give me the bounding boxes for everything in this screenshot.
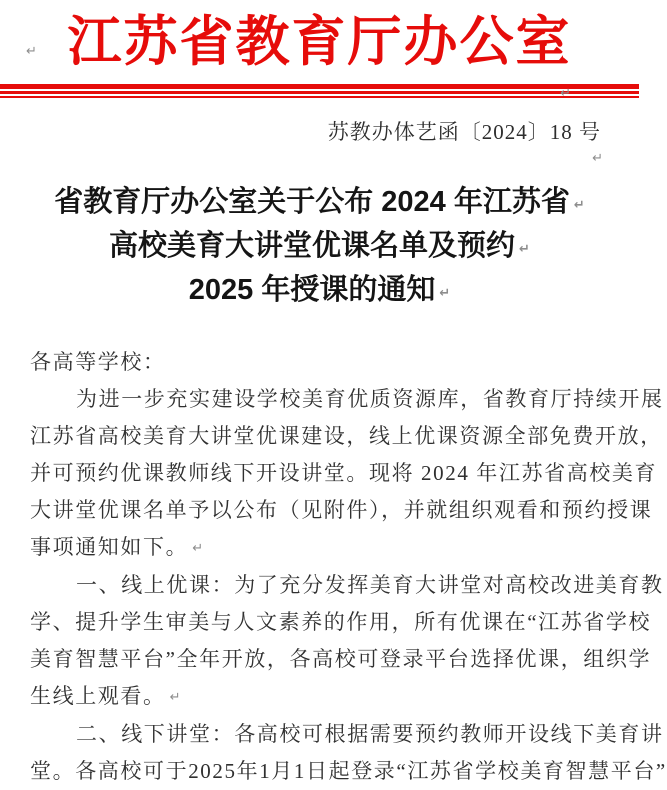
document-number: 苏教办体艺函〔2024〕18 号	[327, 120, 601, 144]
empty-paragraph-row	[0, 146, 639, 172]
letterhead-title: 江苏省教育厅办公室	[67, 12, 572, 72]
body-text: 生线上观看。	[30, 684, 166, 708]
body-line	[30, 418, 663, 455]
divider-line-thick	[0, 84, 639, 89]
letterhead-divider	[0, 84, 639, 101]
body-text: 学、提升学生审美与人文素养的作用，所有优课在“江苏省学校	[30, 610, 652, 634]
body-text: 堂。各高校可于2025年1月1日起登录“江苏省学校美育智慧平台”	[30, 759, 667, 783]
divider-line-thin	[0, 96, 639, 98]
body-text: 二、线下讲堂：各高校可根据需要预约教师开设线下美育讲	[76, 722, 664, 746]
body-line	[30, 604, 652, 641]
body-line	[30, 753, 667, 790]
body-line	[30, 529, 609, 567]
notice-title-text: 2025 年授课的通知	[188, 274, 436, 306]
notice-title-text: 省教育厅办公室关于公布 2024 年江苏省	[54, 186, 570, 218]
paragraph-mark: ↵	[26, 44, 37, 59]
notice-title-line	[0, 226, 639, 270]
body-text: 大讲堂优课名单予以公布（见附件），并就组织观看和预约授课	[30, 498, 653, 522]
notice-title-line	[0, 182, 639, 226]
body-text: 为进一步充实建设学校美育优质资源库，省教育厅持续开展	[76, 387, 664, 411]
body-line	[30, 381, 664, 418]
document-number-row	[0, 118, 639, 146]
body-text: 各高等学校：	[30, 350, 166, 374]
divider-line-medium	[0, 91, 639, 94]
body-text: 美育智慧平台”全年开放，各高校可登录平台选择优课，组织学	[30, 647, 652, 671]
notice-body	[0, 344, 667, 790]
body-line	[30, 678, 609, 716]
body-line	[30, 492, 653, 529]
paragraph-mark: ↵	[439, 286, 451, 301]
paragraph-mark: ↵	[519, 242, 530, 257]
body-text: 并可预约优课教师线下开设讲堂。现将 2024 年江苏省高校美育	[30, 461, 658, 485]
notice-title	[0, 182, 639, 314]
body-line	[30, 455, 658, 492]
body-line-section-2	[30, 716, 664, 753]
paragraph-mark: ↵	[192, 541, 205, 556]
paragraph-mark: ↵	[560, 86, 571, 101]
body-text: 江苏省高校美育大讲堂优课建设，线上优课资源全部免费开放，	[30, 424, 663, 448]
body-line-section-1	[30, 567, 664, 604]
body-text: 一、线上优课：为了充分发挥美育大讲堂对高校改进美育教	[76, 573, 664, 597]
body-line	[30, 641, 652, 678]
notice-title-text: 高校美育大讲堂优课名单及预约	[109, 230, 516, 262]
paragraph-mark: ↵	[169, 690, 183, 705]
paragraph-mark: ↵	[573, 198, 585, 213]
body-line-salutation	[30, 344, 609, 381]
body-text: 事项通知如下。	[30, 535, 189, 559]
notice-title-line	[0, 270, 639, 314]
paragraph-mark: ↵	[592, 151, 603, 166]
